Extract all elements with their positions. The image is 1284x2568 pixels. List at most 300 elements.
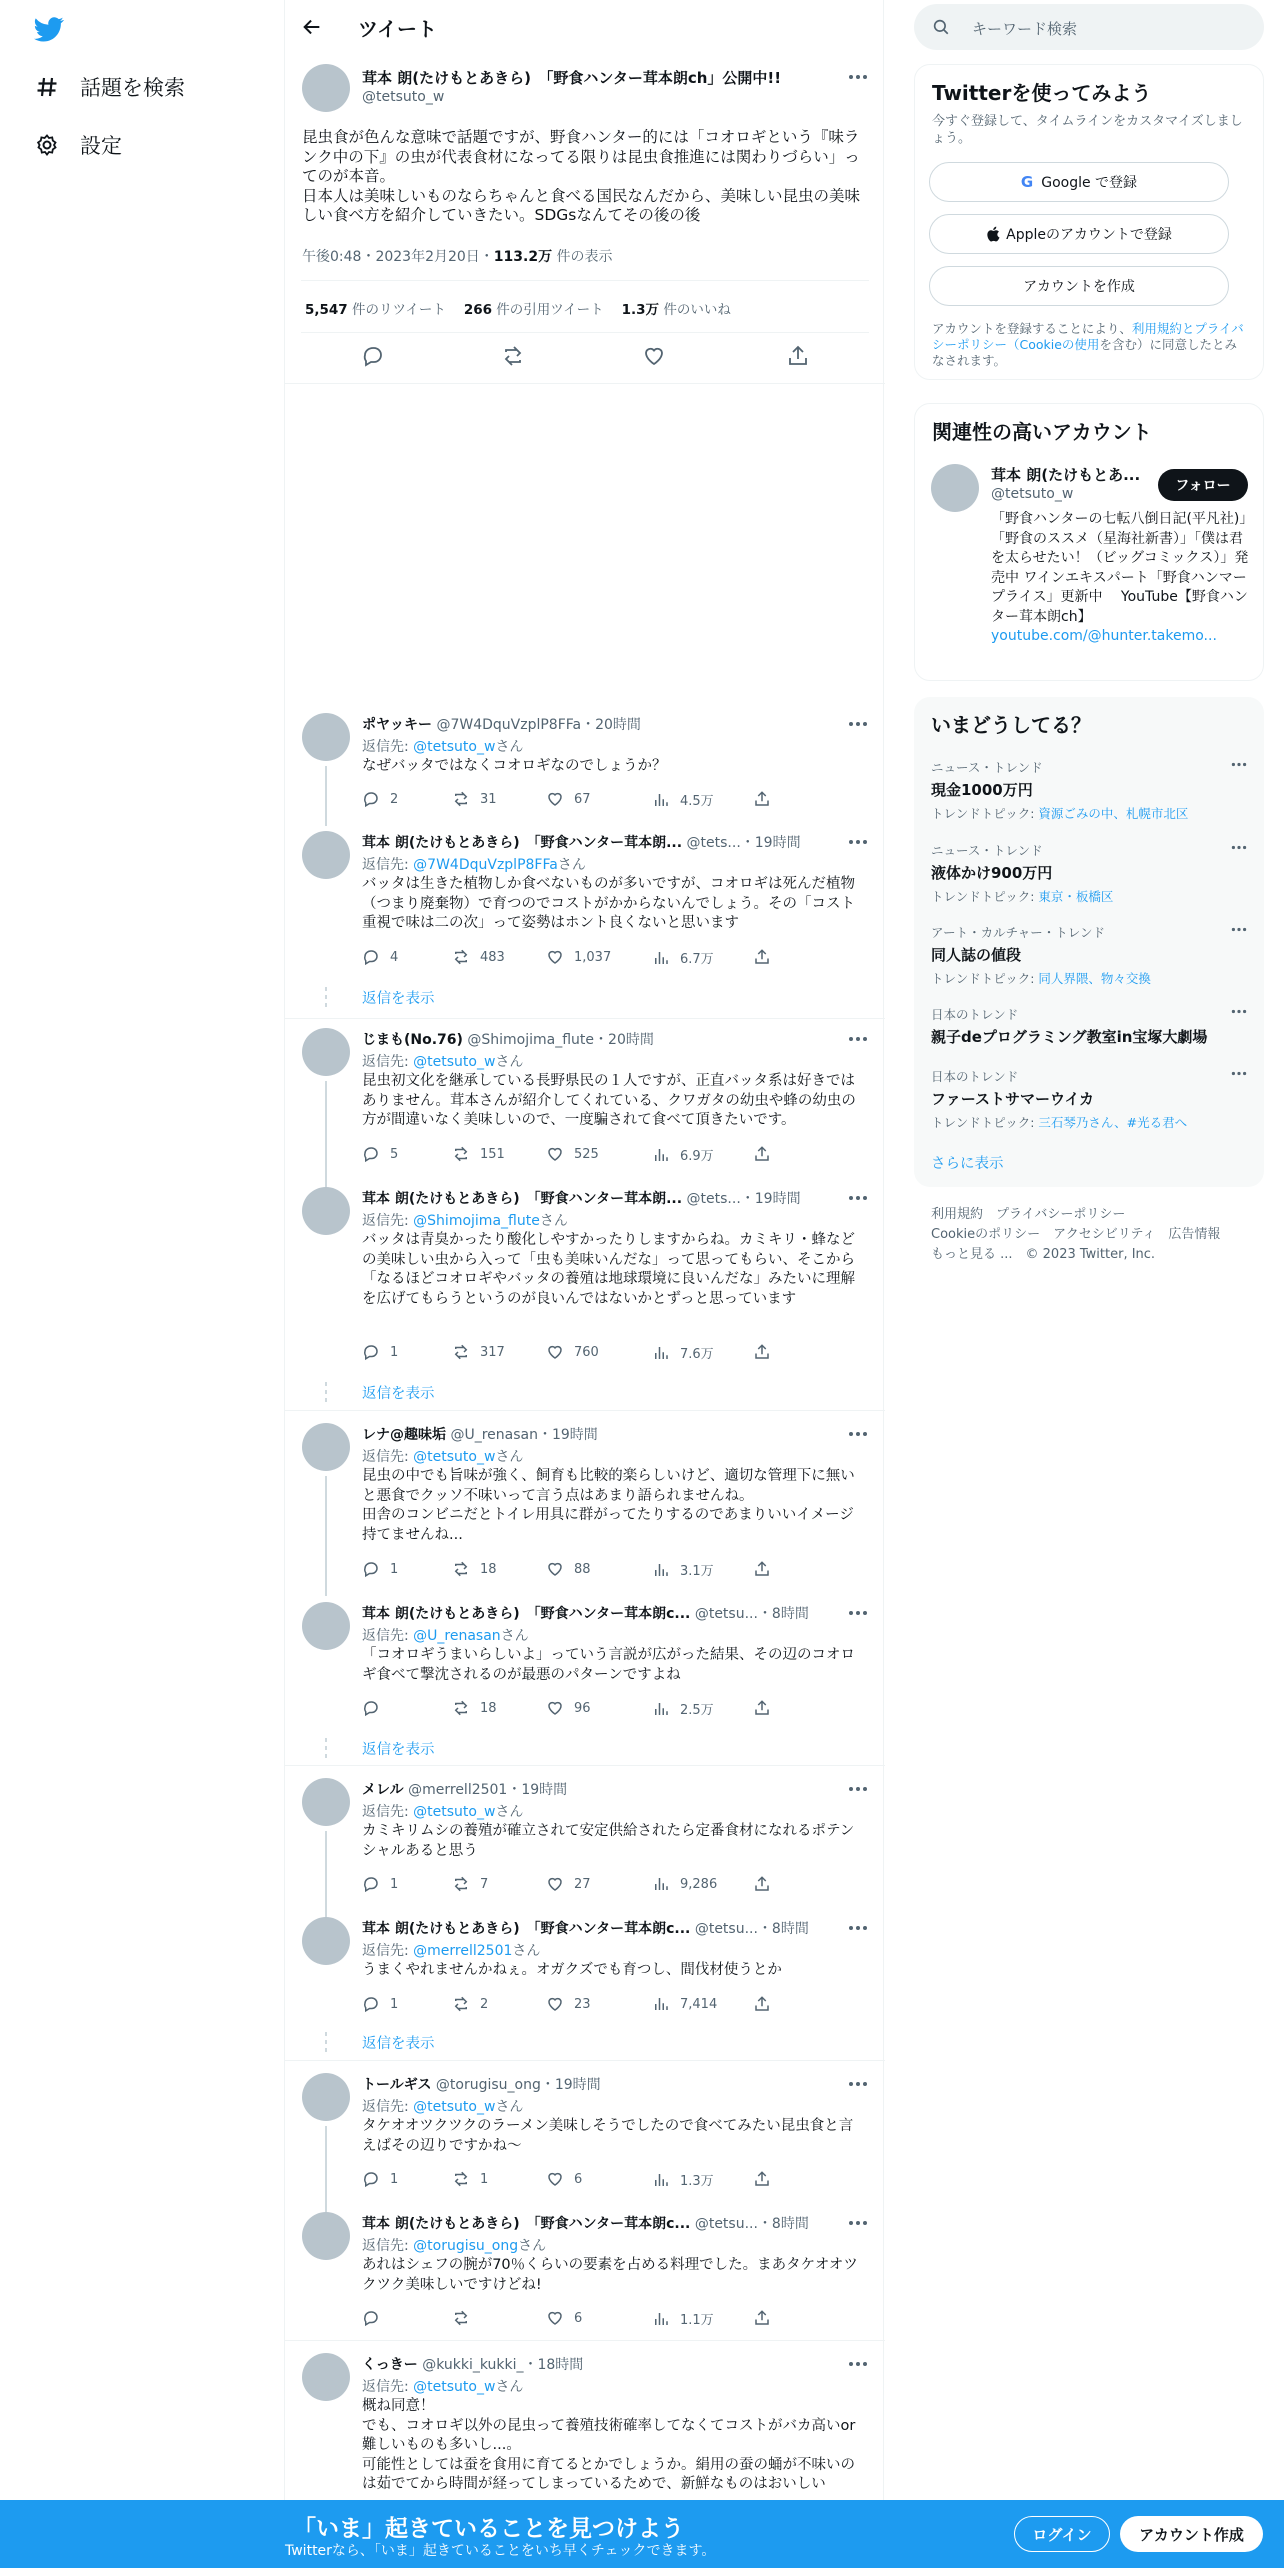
share-action[interactable] [753,1875,781,1893]
retweet-count[interactable]: 1 [452,2170,488,2188]
reply-count[interactable]: 1 [362,1995,398,2013]
analytics-icon [652,949,670,967]
reply-author-handle[interactable]: @Shimojima_flute・20時間 [467,1032,654,1048]
like-count[interactable]: 23 [546,1995,591,2013]
reply-actions [362,948,802,968]
retweet-icon [452,1699,470,1717]
reply-author-handle[interactable]: @merrell2501・19時間 [408,1782,568,1798]
page-header [285,0,885,54]
nav-settings[interactable] [34,130,122,160]
more-icon[interactable] [848,2081,868,2087]
reply-text: うまくやれませんかねぇ。オガクズでも育つし、間伐材使うとか [362,1962,782,1978]
reply-actions [362,2309,802,2329]
like-count[interactable]: 525 [546,1145,599,1163]
reply-to: 返信先: @tetsuto_wさん [362,2379,524,2395]
share-action[interactable] [753,1699,781,1717]
like-icon [546,1875,564,1893]
thread-dots [325,2032,327,2056]
reply-author-handle[interactable]: @tetsu...・8時間 [694,2216,809,2232]
share-action[interactable] [753,1343,781,1361]
reply-icon [362,1875,380,1893]
thread-dots [325,987,327,1011]
share-icon [753,1145,771,1163]
reply-author-handle[interactable]: @kukki_kukki_・18時間 [422,2357,584,2373]
trend-item[interactable] [931,1067,1247,1131]
main-column [284,0,884,2500]
reply-count[interactable]: 2 [362,790,398,808]
share-icon[interactable] [786,344,810,368]
apple-signup-button[interactable]: Appleのアカウントで登録 [929,214,1229,254]
analytics-icon [652,2310,670,2328]
left-navigation [0,0,284,2500]
more-icon[interactable] [848,2220,868,2226]
more-icon[interactable] [848,74,868,80]
bio-link[interactable]: youtube.com/@hunter.takemo... [991,628,1217,644]
like-icon [546,1343,564,1361]
share-icon [753,948,771,966]
reply-header [362,1918,842,1938]
show-more-trends[interactable]: さらに表示 [931,1156,1004,1172]
footer-links [931,1205,1251,1265]
more-icon[interactable] [848,839,868,845]
view-label: 件の表示 [552,249,613,265]
share-icon [753,2309,771,2327]
reply-tweet[interactable] [285,1777,885,1907]
reply-actions [362,1560,802,1580]
reply-tweet[interactable] [285,2211,885,2336]
reply-to: 返信先: @torugisu_ongさん [362,2238,547,2254]
retweet-count[interactable]: 18 [452,1560,497,1578]
reply-actions [362,2170,802,2190]
trend-topics: トレンドトピック: 東京・板橋区 [931,889,1114,904]
trend-item[interactable] [931,841,1247,905]
search-icon [932,18,950,36]
quote-stat[interactable]: 266 件の引用ツイート [463,302,604,318]
reply-tweet[interactable] [285,1601,885,1763]
apple-icon [986,226,1000,242]
share-action[interactable] [753,2170,781,2188]
reply-count[interactable]: 1 [362,1875,398,1893]
retweet-icon [452,948,470,966]
reply-author-name[interactable]: メレル [362,1782,404,1798]
avatar[interactable] [302,2212,350,2260]
share-icon [753,790,771,808]
thread-line [325,1831,327,1919]
share-icon [753,1560,771,1578]
show-replies-link[interactable]: 返信を表示 [362,2036,435,2052]
reply-author-handle[interactable]: @tets...・19時間 [686,1191,801,1207]
avatar[interactable] [302,1917,350,1965]
trends-title: いまどうしてる？ [931,713,1091,737]
page-title: ツイート [358,17,437,41]
reply-to-link[interactable]: @tetsuto_w [413,739,496,755]
create-account-button[interactable]: アカウントを作成 [929,266,1229,306]
follow-button[interactable]: フォロー [1158,469,1248,501]
reply-author-handle[interactable]: @U_renasan・19時間 [450,1427,598,1443]
like-icon[interactable] [642,344,666,368]
reply-icon [362,1699,380,1717]
reply-author-name[interactable]: 茸本 朗(たけもとあきら) 「野食ハンター茸本朗... [362,835,683,851]
retweet-count[interactable]: 7 [452,1875,488,1893]
more-icon[interactable] [1231,1071,1247,1076]
reply-to: 返信先: @tetsuto_wさん [362,1449,524,1465]
reply-header [362,2213,842,2233]
reply-tweet[interactable] [285,712,885,822]
reply-text: あれはシェフの腕が70％くらいの要素を占める料理でした。まあタケオオツクツク美味しいですけどね! [362,2257,858,2293]
retweet-count[interactable]: 483 [452,948,505,966]
terms-text: アカウントを登録することにより、利用規約とプライバシーポリシー（Cookieの使用を含む）に同意したとみなされます。 [932,321,1244,368]
reply-author-handle[interactable]: @tetsu...・8時間 [694,1921,809,1937]
reply-author-handle[interactable]: @tetsu...・8時間 [694,1606,809,1622]
reply-header [362,1188,842,1208]
author-handle[interactable]: @tetsuto_w [362,89,445,105]
reply-to-link[interactable]: @7W4DquVzplP8FFa [413,857,558,873]
reply-header [362,1029,842,1049]
related-title: 関連性の高いアカウント [932,420,1152,444]
tweet-actions [285,344,885,372]
reply-to: 返信先: @tetsuto_wさん [362,1804,524,1820]
trend-topics: トレンドトピック: 同人界隈、物々交換 [931,971,1151,986]
analytics-icon [652,2171,670,2189]
retweet-stat[interactable]: 5,547 件のリツイート [305,302,446,318]
reply-text: 概ね同意！ でも、コオロギ以外の昆虫って養殖技術確率してなくてコストがバカ高いor難しいものも多いし...。 可能性としては蚕を食用に育てるとかでしょうか。絹用の蚕の蛹が不味いのは茹でてから時間が経ってしまっているためで、新鮮なものはおいしい [362,2398,856,2492]
retweet-count[interactable]: 18 [452,1699,497,1717]
footer-line[interactable]: 利用規約 プライバシーポリシー [931,1207,1126,1222]
reply-tweet[interactable] [285,830,885,1025]
reply-count[interactable]: 1 [362,1560,398,1578]
reply-author-name[interactable]: 茸本 朗(たけもとあきら) 「野食ハンター茸本朗... [362,1191,683,1207]
tweet-text: 昆虫食が色んな意味で話題ですが、野食ハンター的には「コオロギという『味ランク中の下』の虫が代表食材になってる限りは昆虫食推進には関わりづらい」ってのが本音。 日本人は美味しいものならちゃんと食べる国民なんだから、美味しい昆虫の美味しい食べ方を紹介していきたい。SDGsなんてその後の後 [302,128,861,224]
reply-count[interactable]: 4 [362,948,398,966]
reply-to: 返信先: @merrell2501さん [362,1943,541,1959]
more-icon[interactable] [848,1925,868,1931]
share-action[interactable] [753,1995,781,2013]
reply-header [362,832,842,852]
divider [301,280,869,281]
more-icon[interactable] [848,1786,868,1792]
trend-item[interactable] [931,758,1247,822]
twitter-logo-icon[interactable] [32,14,66,44]
like-icon [546,1560,564,1578]
show-replies-link[interactable]: 返信を表示 [362,1742,435,1758]
divider [285,2340,885,2341]
signup-subtitle: 今すぐ登録して、タイムラインをカスタマイズしましょう。 [932,114,1243,146]
view-count[interactable]: 7.6万 [652,1343,714,1362]
view-count[interactable]: 6.7万 [652,948,714,967]
reply-count[interactable] [362,1699,390,1717]
trend-context: ニュース・トレンド [931,843,1043,858]
related-account-name[interactable]: 茸本 朗(たけもとあ... [991,466,1141,484]
reply-header [362,2354,842,2374]
trend-name: 液体かけ900万円 [931,864,1053,882]
retweet-count[interactable]: 2 [452,1995,488,2013]
trend-item[interactable] [931,923,1247,987]
reply-text: バッタは青臭かったり酸化しやすかったりしますからね。カミキリ・蜂などの美味しい虫から入って「虫も美味いんだな」って思ってもらい、そこから「なるほどコオロギやバッタの養殖は地球環境に良いんだな」みたいに理解を広げてもらうというのが良いんではないかとずっと思っています [362,1232,855,1307]
view-count[interactable]: 4.5万 [652,790,714,809]
retweet-icon [452,2309,470,2327]
retweet-icon [452,1343,470,1361]
share-action[interactable] [753,1145,781,1163]
trend-name: 現金1000万円 [931,781,1033,799]
analytics-icon [652,1875,670,1893]
reply-author-name[interactable]: くっきー [362,2357,418,2373]
reply-text: カミキリムシの養殖が確立されて安定供給されたら定番食材になれるポテンシャルあると思う [362,1823,855,1859]
reply-actions [362,790,802,810]
reply-to-link[interactable]: @tetsuto_w [413,1804,496,1820]
retweet-count[interactable] [452,2309,480,2327]
view-count[interactable]: 7,414 [652,1995,717,2013]
nav-explore[interactable] [34,72,185,102]
more-icon[interactable] [848,1431,868,1437]
signup-banner [0,2500,1284,2568]
analytics-icon [652,1146,670,1164]
reply-tweet[interactable] [285,2352,885,2500]
reply-actions [362,1875,802,1895]
avatar[interactable] [302,1187,350,1235]
reply-to: 返信先: @U_renasanさん [362,1628,529,1644]
share-action[interactable] [753,948,781,966]
more-icon[interactable] [1231,927,1247,932]
show-replies-link[interactable]: 返信を表示 [362,1386,435,1402]
reply-count[interactable]: 1 [362,1343,398,1361]
avatar[interactable] [302,713,350,761]
reply-author-handle[interactable]: @7W4DquVzplP8FFa・20時間 [436,717,641,733]
more-icon[interactable] [1231,762,1247,767]
like-count[interactable]: 760 [546,1343,599,1361]
signup-title: Twitterを使ってみよう [932,81,1152,105]
author-name[interactable]: 茸本 朗(たけもとあきら) 「野食ハンター茸本朗ch」公開中!! [362,69,782,87]
trend-name: 同人誌の値段 [931,946,1022,964]
timestamp-text[interactable]: 午後0:48・2023年2月20日・ [302,249,494,265]
more-icon[interactable] [848,1036,868,1042]
reply-author-name[interactable]: じまも(No.76) [362,1032,463,1048]
reply-to-link[interactable]: @tetsuto_w [413,1054,496,1070]
reply-to-link[interactable]: @torugisu_ong [413,2238,519,2254]
retweet-icon[interactable] [501,344,525,368]
like-icon [546,1145,564,1163]
more-icon[interactable] [1231,1009,1247,1014]
reply-author-name[interactable]: レナ@趣味垢 [362,1427,446,1443]
thread-line [325,2126,327,2214]
divider [301,332,869,333]
reply-to-link[interactable]: @tetsuto_w [413,1449,496,1465]
reply-actions [362,1145,802,1165]
avatar[interactable] [302,1028,350,1076]
reply-icon [362,948,380,966]
like-count[interactable]: 1,037 [546,948,611,966]
retweet-count[interactable]: 317 [452,1343,505,1361]
reply-author-handle[interactable]: @tets...・19時間 [686,835,801,851]
analytics-icon [652,1995,670,2013]
reply-to-link[interactable]: @Shimojima_flute [413,1213,540,1229]
reply-to: 返信先: @7W4DquVzplP8FFaさん [362,857,586,873]
avatar[interactable] [302,1602,350,1650]
reply-icon [362,2309,380,2327]
reply-icon [362,2170,380,2188]
view-count[interactable]: 2.5万 [652,1699,714,1718]
trend-context: アート・カルチャー・トレンド [931,925,1105,940]
reply-icon [362,1343,380,1361]
google-icon: G [1020,173,1034,191]
reply-count[interactable]: 5 [362,1145,398,1163]
share-icon [753,1699,771,1717]
reply-icon[interactable] [361,344,385,368]
nav-explore-label: 話題を検索 [80,76,185,100]
signup-card [914,64,1264,380]
like-count[interactable]: 6 [546,2309,582,2327]
gear-icon [34,132,60,158]
reply-tweet[interactable] [285,1422,885,1592]
tweet-stats [305,298,731,318]
like-count[interactable]: 88 [546,1560,591,1578]
like-icon [546,2309,564,2327]
like-icon [546,2170,564,2188]
like-count[interactable]: 96 [546,1699,591,1717]
reply-icon [362,790,380,808]
avatar[interactable] [931,464,979,512]
avatar[interactable] [302,1423,350,1471]
reply-to-link[interactable]: @tetsuto_w [413,2099,496,2115]
retweet-icon [452,2170,470,2188]
reply-text: 昆虫の中でも旨味が強く、飼育も比較的楽らしいけど、適切な管理下に無いと悪食でクッソ不味いって言う点はあまり語られませんね。 田舎のコンビニだとトイレ用具に群がってたりするのであまりいいイメージ持てませんね... [362,1468,855,1543]
search-input[interactable]: キーワード検索 [972,20,1078,38]
like-count[interactable]: 6 [546,2170,582,2188]
reply-author-name[interactable]: 茸本 朗(たけもとあきら) 「野食ハンター茸本朗c... [362,1921,691,1937]
like-count[interactable]: 67 [546,790,591,808]
share-action[interactable] [753,2309,781,2327]
like-icon [546,1995,564,2013]
google-signup-button[interactable]: G Google で登録 [929,162,1229,202]
retweet-count[interactable]: 31 [452,790,497,808]
divider [285,383,885,384]
trend-item[interactable] [931,1005,1247,1047]
reply-to-link[interactable]: @merrell2501 [413,1943,513,1959]
view-count[interactable]: 1.1万 [652,2309,714,2328]
view-count[interactable]: 3.1万 [652,1560,714,1579]
footer-line[interactable]: もっと見る ... © 2023 Twitter, Inc. [931,1247,1156,1262]
like-icon [546,790,564,808]
reply-to-link[interactable]: @U_renasan [413,1628,501,1644]
avatar[interactable] [302,64,350,112]
like-stat[interactable]: 1.3万 件のいいね [621,302,731,318]
related-account-handle[interactable]: @tetsuto_w [991,486,1074,502]
reply-text: なぜバッタではなくコオロギなのでしょうか？ [362,758,667,774]
avatar[interactable] [302,1778,350,1826]
like-icon [546,948,564,966]
back-arrow-icon[interactable] [301,16,323,38]
reply-to: 返信先: @tetsuto_wさん [362,739,524,755]
trend-name: ファーストサマーウイカ [931,1090,1095,1108]
share-icon [753,1995,771,2013]
trend-topics: トレンドトピック: 資源ごみの中、札幌市北区 [931,806,1189,821]
thread-line [325,766,327,826]
footer-line[interactable]: Cookieのポリシー アクセシビリティ 広告情報 [931,1227,1221,1242]
login-button[interactable]: ログイン [1014,2516,1110,2552]
reply-icon [362,1995,380,2013]
divider [285,1765,885,1766]
banner-title: 「いま」起きていることを見つけよう [293,2516,684,2542]
reply-header [362,1424,842,1444]
tweet-timestamp [302,246,613,266]
divider [285,1018,885,1019]
like-icon [546,1699,564,1717]
reply-to: 返信先: @Shimojima_fluteさん [362,1213,568,1229]
reply-icon [362,1560,380,1578]
reply-author-name[interactable]: 茸本 朗(たけもとあきら) 「野食ハンター茸本朗c... [362,1606,691,1622]
avatar[interactable] [302,831,350,879]
divider [285,1410,885,1411]
view-count[interactable]: 1.3万 [652,2170,714,2189]
reply-tweet[interactable] [285,2072,885,2202]
divider [285,2060,885,2061]
more-icon[interactable] [1231,845,1247,850]
trend-context: 日本のトレンド [931,1069,1019,1084]
reply-icon [362,1145,380,1163]
signup-button[interactable]: アカウント作成 [1120,2516,1263,2552]
view-count[interactable]: 6.9万 [652,1145,714,1164]
avatar[interactable] [302,2353,350,2401]
trend-name: 親子deプログラミング教室in宝塚大劇場 [931,1028,1208,1046]
reply-to: 返信先: @tetsuto_wさん [362,2099,524,2115]
more-icon[interactable] [848,2361,868,2367]
share-icon [753,2170,771,2188]
reply-tweet[interactable] [285,1916,885,2061]
reply-to-link[interactable]: @tetsuto_w [413,2379,496,2395]
analytics-icon [652,1344,670,1362]
analytics-icon [652,1700,670,1718]
reply-actions [362,1343,802,1363]
retweet-icon [452,1145,470,1163]
share-icon [753,1343,771,1361]
reply-tweet[interactable] [285,1027,885,1177]
trend-topics: トレンドトピック: 三石琴乃さん、#光る君へ [931,1115,1188,1130]
reply-text: バッタは生きた植物しか食べないものが多いですが、コオロギは死んだ植物（つまり廃棄物）で育つのでコストがかからないんでしょう。その「コスト重視で味は二の次」って姿勢はホント良くないと思います [362,876,855,931]
reply-author-name[interactable]: トールギス [362,2077,432,2093]
reply-author-name[interactable]: 茸本 朗(たけもとあきら) 「野食ハンター茸本朗c... [362,2216,691,2232]
retweet-count[interactable]: 151 [452,1145,505,1163]
reply-actions [362,1995,802,2015]
reply-count[interactable] [362,2309,390,2327]
retweet-icon [452,790,470,808]
view-count: 113.2万 [493,249,553,265]
reply-header [362,1603,842,1623]
hashtag-icon [34,74,60,100]
view-count[interactable]: 9,286 [652,1875,717,1893]
reply-header [362,714,842,734]
avatar[interactable] [302,2073,350,2121]
thread-dots [325,1382,327,1406]
share-action[interactable] [753,790,781,808]
search-box[interactable] [914,4,1264,50]
reply-text: 昆虫初文化を継承している長野県民の１人ですが、正直バッタ系は好きではありません。茸本さんが紹介してくれている、クワガタの幼虫や蜂の幼虫の方が間違いなく美味しいので、一度騙されて食べて頂きたいです。 [362,1073,856,1128]
more-icon[interactable] [848,721,868,727]
share-action[interactable] [753,1560,781,1578]
like-count[interactable]: 27 [546,1875,591,1893]
retweet-icon [452,1875,470,1893]
more-icon[interactable] [848,1195,868,1201]
reply-tweet[interactable] [285,1186,885,1406]
reply-actions [362,1699,802,1719]
thread-line [325,1476,327,1596]
nav-settings-label: 設定 [80,134,122,158]
show-replies-link[interactable]: 返信を表示 [362,991,435,1007]
terms-link[interactable]: 利用規約とプライバシーポリシー（Cookieの使用 [932,321,1244,352]
reply-author-name[interactable]: ポヤッキー [362,717,432,733]
more-icon[interactable] [848,1610,868,1616]
reply-author-handle[interactable]: @torugisu_ong・19時間 [435,2077,601,2093]
retweet-icon [452,1560,470,1578]
reply-count[interactable]: 1 [362,2170,398,2188]
